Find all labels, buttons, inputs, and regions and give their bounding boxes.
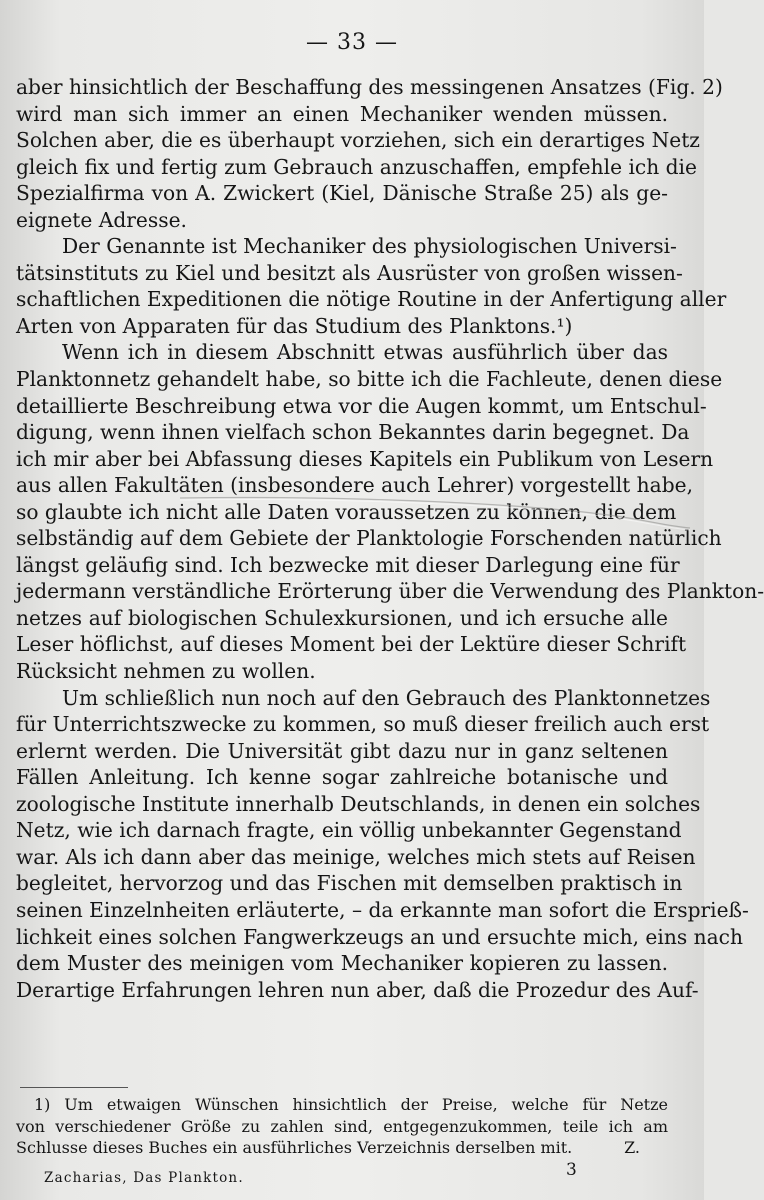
- text-line: zoologische Institute innerhalb Deutschlands, in denen ein solches: [16, 791, 701, 816]
- text-line: Spezialfirma von A. Zwickert (Kiel, Dänische Straße 25) als ge-: [16, 181, 668, 206]
- text-line: war. Als ich dann aber das meinige, welches mich stets auf Reisen: [16, 844, 696, 869]
- text-line: Derartige Erfahrungen lehren nun aber, daß die Prozedur des Auf-: [16, 977, 699, 1002]
- footnote-line: 1) Um etwaigen Wünschen hinsichtlich der Preise, welche für Netze: [34, 1095, 668, 1114]
- text-line: netzes auf biologischen Schulexkursionen, und ich ersuche alle: [16, 605, 668, 630]
- paragraph-2: [16, 233, 727, 339]
- footnote: [16, 1094, 668, 1159]
- text-line: erlernt werden. Die Universität gibt dazu nur in ganz seltenen: [16, 738, 668, 763]
- sheet-number: 3: [566, 1160, 577, 1180]
- footnote-line: von verschiedener Größe zu zahlen sind, entgegenzukommen, teile ich am: [16, 1116, 668, 1136]
- text-line: Um schließlich nun noch auf den Gebrauch des Planktonnetzes: [62, 685, 711, 710]
- text-line: Netz, wie ich darnach fragte, ein völlig unbekannter Gegenstand: [16, 818, 682, 843]
- text-line: aber hinsichtlich der Beschaffung des messingenen Ansatzes (Fig. 2): [16, 75, 723, 99]
- text-line: Wenn ich in diesem Abschnitt etwas ausführlich über das: [62, 340, 668, 365]
- printer-signature-line: Zacharias, Das Plankton.: [44, 1170, 244, 1186]
- text-line: detaillierte Beschreibung etwa vor die Augen kommt, um Entschul-: [16, 393, 707, 418]
- text-line: ich mir aber bei Abfassung dieses Kapitels ein Publikum von Lesern: [16, 446, 714, 471]
- footnote-signature: Z.: [624, 1138, 640, 1157]
- body-text: [16, 74, 764, 1003]
- text-line: aus allen Fakultäten (insbesondere auch Lehrer) vorgestellt habe,: [16, 473, 693, 498]
- text-line: Leser höflichst, auf dieses Moment bei der Lektüre dieser Schrift: [16, 632, 687, 657]
- footnote-line: Schlusse dieses Buches ein ausführliches Verzeichnis derselben mit.: [16, 1138, 573, 1157]
- footnote-line-last: [16, 1137, 668, 1159]
- page-number: — 33 —: [306, 30, 398, 55]
- text-line: eignete Adresse.: [16, 207, 187, 232]
- text-line: für Unterrichtszwecke zu kommen, so muß dieser freilich auch erst: [16, 712, 710, 737]
- text-line: jedermann verständliche Erörterung über die Verwendung des Plankton-: [16, 579, 764, 604]
- text-line: Solchen aber, die es überhaupt vorziehen, sich ein derartiges Netz: [16, 128, 700, 153]
- text-line: schaftlichen Expeditionen die nötige Routine in der Anfertigung aller: [16, 287, 727, 312]
- footnote-divider: [20, 1087, 128, 1088]
- text-line: dem Muster des meinigen vom Mechaniker kopieren zu lassen.: [16, 951, 668, 976]
- text-line: seinen Einzelnheiten erläuterte, – da erkannte man sofort die Ersprieß-: [16, 897, 749, 922]
- text-line: Planktonnetz gehandelt habe, so bitte ich die Fachleute, denen diese: [16, 367, 723, 392]
- paragraph-4: [16, 685, 749, 1004]
- text-line: so glaubte ich nicht alle Daten voraussetzen zu können, die dem: [16, 499, 677, 524]
- text-line: gleich fix und fertig zum Gebrauch anzuschaffen, empfehle ich die: [16, 154, 697, 179]
- text-line: selbständig auf dem Gebiete der Planktologie Forschenden natürlich: [16, 526, 722, 551]
- text-line: Der Genannte ist Mechaniker des physiologischen Universi-: [62, 234, 677, 259]
- text-line: Fällen Anleitung. Ich kenne sogar zahlreiche botanische und: [16, 765, 668, 790]
- text-line: längst geläufig sind. Ich bezwecke mit dieser Darlegung eine für: [16, 552, 680, 577]
- text-line: tätsinstituts zu Kiel und besitzt als Ausrüster von großen wissen-: [16, 260, 683, 285]
- text-line: begleitet, hervorzog und das Fischen mit demselben praktisch in: [16, 871, 683, 896]
- text-line: Arten von Apparaten für das Studium des Planktons.¹): [16, 313, 573, 338]
- text-line: lichkeit eines solchen Fangwerkzeugs an und ersuchte mich, eins nach: [16, 924, 743, 949]
- text-line: wird man sich immer an einen Mechaniker wenden müssen.: [16, 101, 668, 126]
- text-line: Rücksicht nehmen zu wollen.: [16, 659, 316, 684]
- paragraph-3: [16, 339, 764, 684]
- text-line: digung, wenn ihnen vielfach schon Bekanntes darin begegnet. Da: [16, 420, 690, 445]
- paragraph-1: [16, 74, 723, 233]
